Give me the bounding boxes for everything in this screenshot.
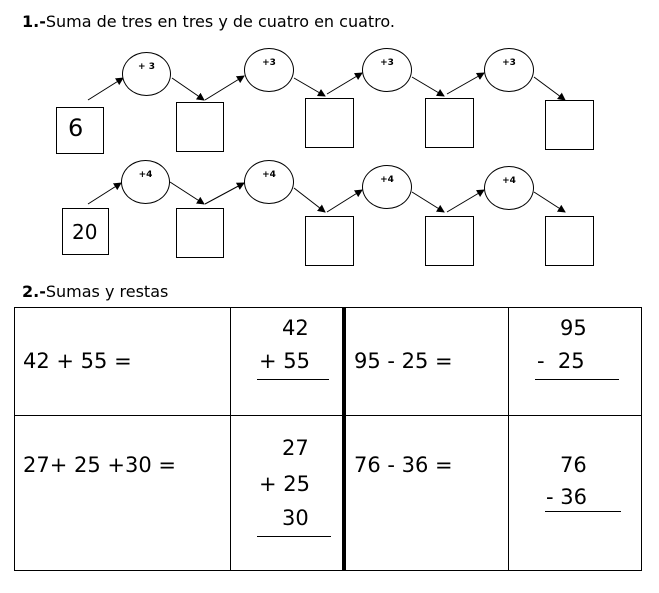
step-label: +3: [502, 58, 516, 68]
step-circle: [244, 160, 294, 204]
step-label: +4: [262, 170, 276, 180]
table-row: [15, 308, 642, 416]
exercise-1-title: Suma de tres en tres y de cuatro en cuatro.: [45, 12, 395, 31]
result-line: [257, 536, 331, 537]
vertical-line: + 25: [259, 472, 310, 496]
answer-box[interactable]: [425, 98, 474, 148]
vertical-line: - 36: [546, 485, 587, 509]
arrow: [88, 78, 123, 100]
vertical-line: - 25: [537, 349, 585, 373]
answer-box[interactable]: [545, 100, 594, 150]
answer-box[interactable]: [176, 208, 224, 258]
step-label: +4: [138, 170, 153, 180]
arrow: [205, 183, 244, 204]
vertical-cell[interactable]: [509, 416, 642, 571]
exercise-2-title: Sumas y restas: [45, 282, 169, 301]
expression: 95 - 25 =: [354, 349, 453, 373]
step-label: +4: [380, 175, 394, 185]
arrow: [447, 73, 484, 94]
arrow: [412, 192, 444, 212]
vertical-cell[interactable]: [509, 308, 642, 416]
arrow: [294, 78, 325, 96]
arrow: [534, 192, 565, 212]
arrow: [327, 190, 362, 212]
step-circle: [122, 52, 171, 96]
arrow: [172, 78, 204, 100]
expression-cell: [344, 308, 509, 416]
step-label: +3: [262, 58, 276, 68]
arrow: [170, 182, 204, 204]
expression: 42 + 55 =: [23, 349, 132, 373]
vertical-line: 42: [282, 316, 309, 340]
vertical-line: 27: [282, 436, 309, 460]
step-circle: [484, 48, 534, 92]
vertical-line: 95: [560, 316, 587, 340]
result-line: [535, 379, 619, 380]
expression: 76 - 36 =: [354, 453, 453, 477]
vertical-line: 76: [560, 453, 587, 477]
result-line: [545, 511, 621, 512]
start-value: 20: [72, 220, 98, 244]
arrow: [534, 77, 565, 100]
expression-cell: [344, 416, 509, 571]
vertical-cell[interactable]: [231, 308, 345, 416]
expression-cell: [15, 416, 231, 571]
step-circle: [362, 165, 412, 209]
step-label: +4: [502, 176, 516, 186]
step-circle: [362, 48, 412, 92]
exercise-2-heading: [22, 282, 168, 301]
vertical-cell[interactable]: [231, 416, 345, 571]
operations-table: [14, 307, 642, 571]
answer-box[interactable]: [176, 102, 224, 152]
start-box-row-2: [62, 208, 109, 255]
table-row: [15, 416, 642, 571]
exercise-2-number: 2.-: [22, 282, 46, 301]
expression: 27+ 25 +30 =: [23, 453, 176, 477]
result-line: [257, 379, 329, 380]
vertical-line: + 55: [259, 349, 310, 373]
step-circle: [244, 48, 294, 92]
answer-box[interactable]: [545, 216, 594, 266]
answer-box[interactable]: [425, 216, 474, 266]
arrow: [447, 190, 484, 212]
arrow: [88, 183, 121, 204]
arrow: [412, 77, 444, 96]
arrow: [327, 73, 362, 94]
step-label: +3: [380, 58, 394, 68]
exercise-1-number: 1.-: [22, 12, 46, 31]
step-circle: [121, 160, 170, 204]
start-value: 6: [68, 114, 84, 142]
vertical-line: 30: [282, 506, 309, 530]
step-circle: [484, 166, 534, 210]
step-label: + 3: [138, 62, 155, 72]
answer-box[interactable]: [305, 98, 354, 148]
answer-box[interactable]: [305, 216, 354, 266]
expression-cell: [15, 308, 231, 416]
arrow: [205, 76, 244, 100]
start-box-row-1: [56, 107, 104, 154]
arrow: [294, 188, 325, 212]
